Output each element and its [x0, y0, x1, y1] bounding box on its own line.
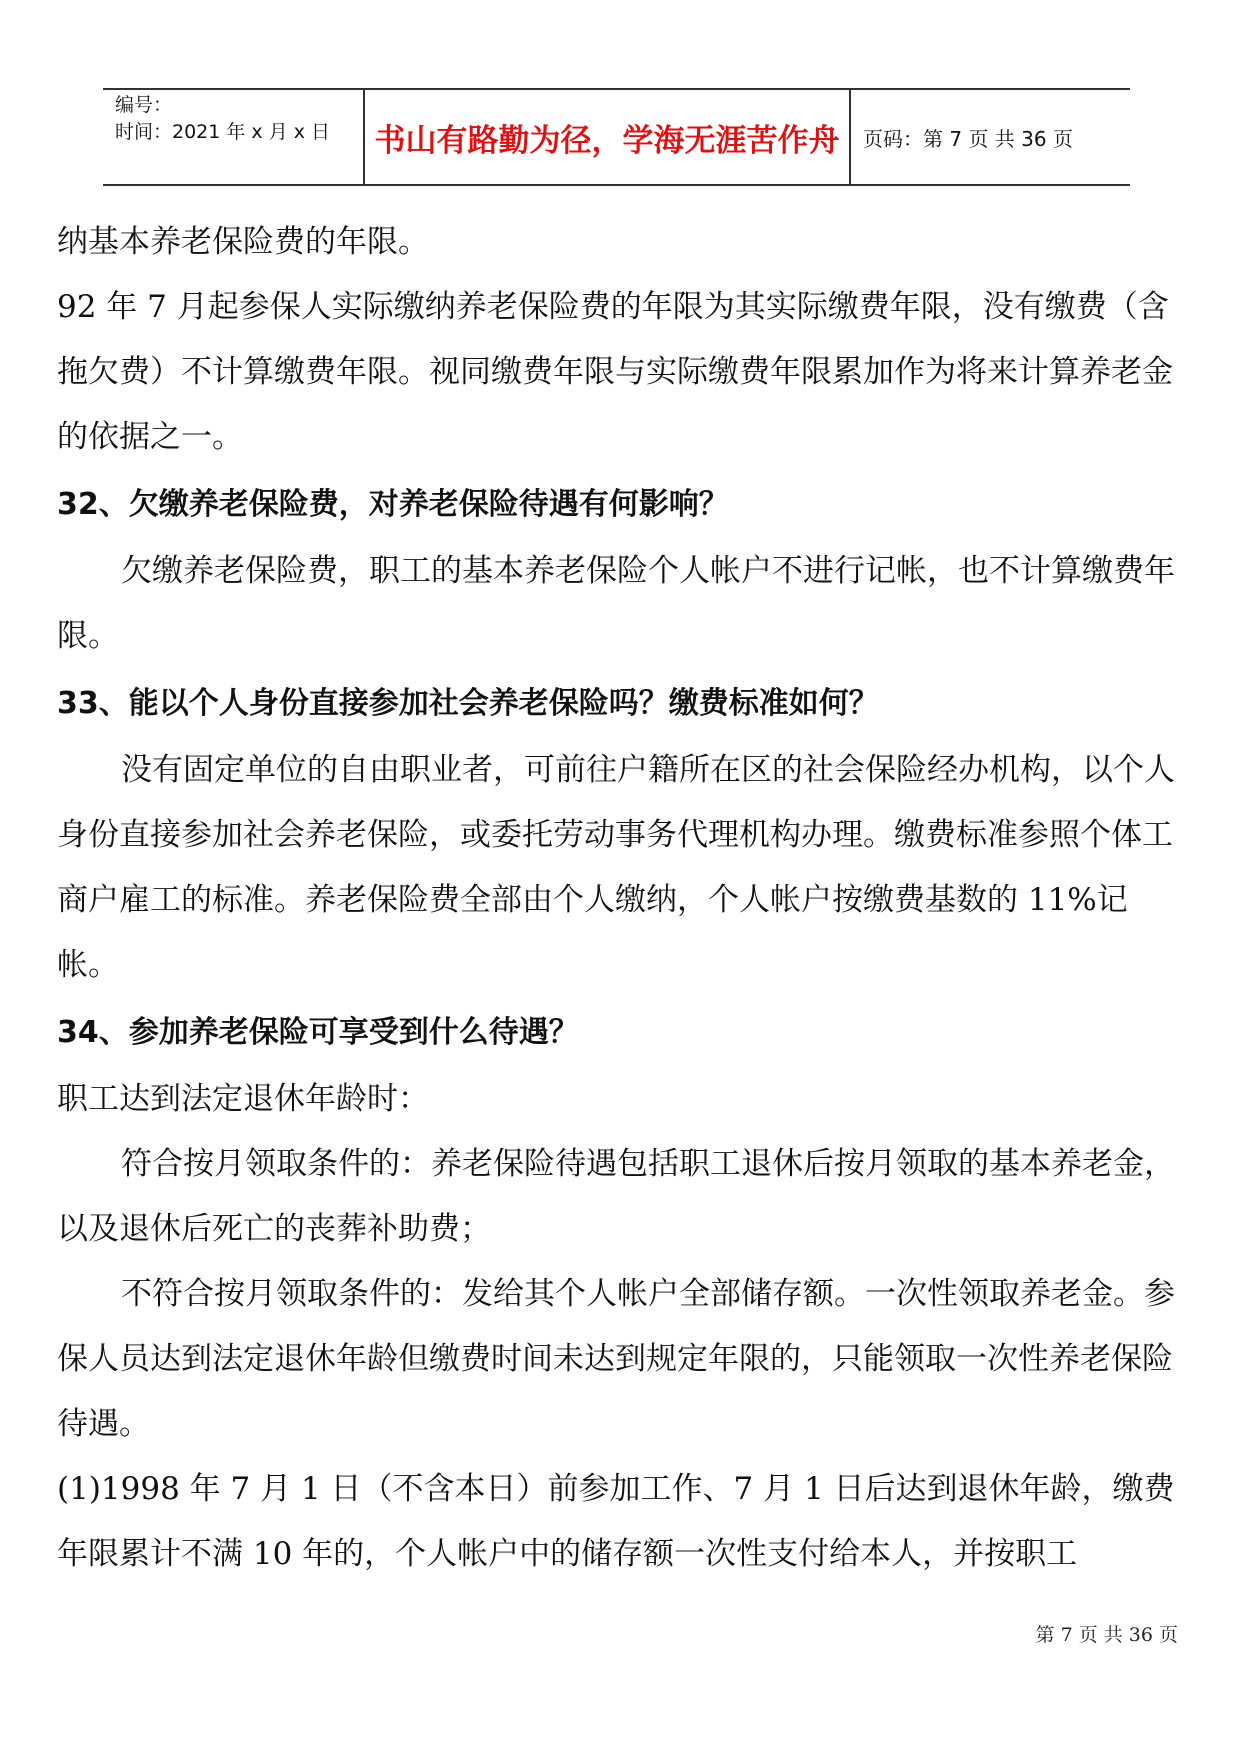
document-header [103, 88, 1130, 186]
paragraph: (1)1998 年 7 月 1 日（不含本日）前参加工作、7 月 1 日后达到退休年龄，缴费年限累计不满 10 年的，个人帐户中的储存额一次性支付给本人，并按职工 [57, 1471, 1175, 1572]
paragraph: 欠缴养老保险费，职工的基本养老保险个人帐户不进行记帐，也不计算缴费年限。 [57, 553, 1175, 654]
time-label: 时间：2021 年 x 月 x 日 [115, 121, 331, 143]
question-heading: 33、能以个人身份直接参加社会养老保险吗？缴费标准如何？ [57, 686, 879, 721]
page-footer: 第 7 页 共 36 页 [1035, 1624, 1178, 1646]
paragraph: 92 年 7 月起参保人实际缴纳养老保险费的年限为其实际缴费年限，没有缴费（含拖欠费）不计算缴费年限。视同缴费年限与实际缴费年限累加作为将来计算养老金的依据之一。 [57, 289, 1173, 455]
header-page-info: 页码：第 7 页 共 36 页 [863, 126, 1073, 151]
header-meta [103, 90, 365, 184]
question-heading: 32、欠缴养老保险费，对养老保险待遇有何影响？ [57, 487, 729, 522]
number-label: 编号： [115, 94, 173, 116]
paragraph: 没有固定单位的自由职业者，可前往户籍所在区的社会保险经办机构，以个人身份直接参加社会养老保险，或委托劳动事务代理机构办理。缴费标准参照个体工商户雇工的标准。养老保险费全部由个人缴纳，个人帐户按缴费基数的 11%记帐。 [57, 752, 1175, 983]
paragraph: 不符合按月领取条件的：发给其个人帐户全部储存额。一次性领取养老金。参保人员达到法定退休年龄但缴费时间未达到规定年限的，只能领取一次性养老保险待遇。 [57, 1276, 1175, 1442]
document-body [57, 210, 1182, 1587]
header-motto: 书山有路勤为径，学海无涯苦作舟 [365, 90, 851, 184]
question-heading: 34、参加养老保险可享受到什么待遇？ [57, 1015, 579, 1050]
paragraph: 职工达到法定退休年龄时： [57, 1081, 429, 1117]
paragraph: 符合按月领取条件的：养老保险待遇包括职工退休后按月领取的基本养老金，以及退休后死亡的丧葬补助费； [57, 1146, 1175, 1247]
paragraph: 纳基本养老保险费的年限。 [57, 224, 429, 260]
